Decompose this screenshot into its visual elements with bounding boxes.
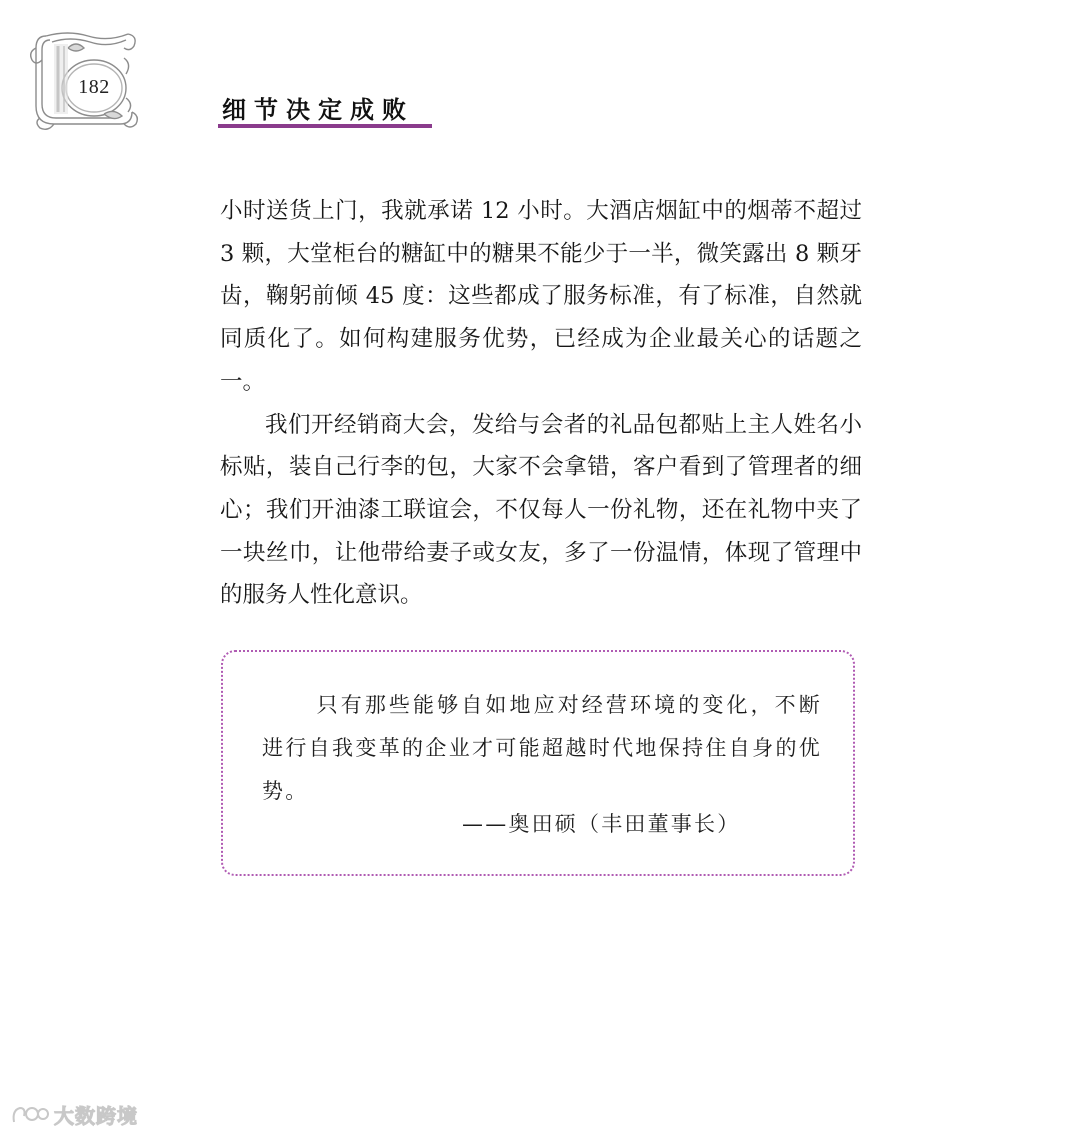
- paragraph: 小时送货上门，我就承诺 12 小时。大酒店烟缸中的烟蒂不超过 3 颗，大堂柜台的糖缸中的糖果不能少于一半，微笑露出 8 颗牙齿，鞠躬前倾 45 度：这些都成了服务标准，有了标准，自然就同质化了。如何构建服务优势，已经成为企业最关心的话题之一。: [220, 198, 862, 395]
- quote-text: [262, 684, 822, 813]
- quote-author: ——奥田硕（丰田董事长）: [462, 812, 741, 836]
- watermark-text: 大数跨境: [54, 1103, 138, 1128]
- logo-icon: [10, 1102, 50, 1126]
- quote-body: 只有那些能够自如地应对经营环境的变化，不断进行自我变革的企业才可能超越时代地保持住自身的优势。: [262, 693, 822, 803]
- chapter-title: 细节决定成败: [222, 96, 414, 124]
- title-underline: [218, 124, 432, 128]
- paragraph: 我们开经销商大会，发给与会者的礼品包都贴上主人姓名小标贴，装自己行李的包，大家不会拿错，客户看到了管理者的细心；我们开油漆工联谊会，不仅每人一份礼物，还在礼物中夹了一块丝巾，让他带给妻子或女友，多了一份温情，体现了管理中的服务人性化意识。: [220, 411, 862, 609]
- body-text: [220, 190, 862, 617]
- page-number: 182: [78, 76, 110, 98]
- watermark: [10, 1100, 138, 1128]
